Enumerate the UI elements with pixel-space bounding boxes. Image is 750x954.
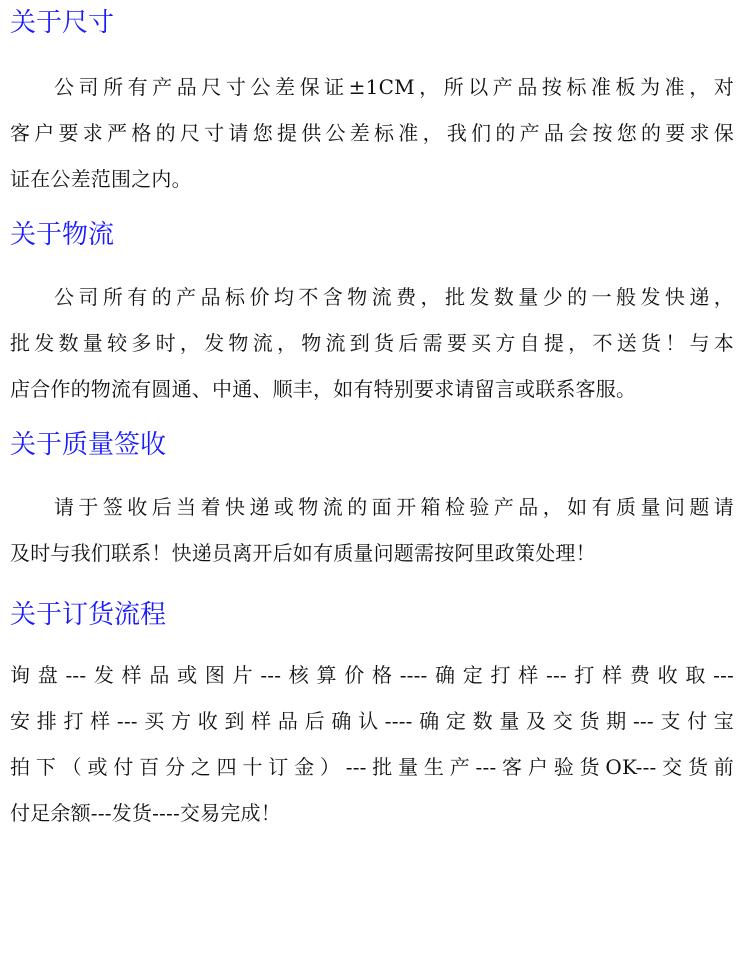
section-body-quality-signoff xyxy=(10,484,734,576)
section-body-logistics xyxy=(10,274,734,412)
text-line: 客户要求严格的尺寸请您提供公差标准，我们的产品会按您的要求保 xyxy=(10,121,734,145)
section-title-quality-signoff: 关于质量签收 xyxy=(10,430,167,460)
text-line: 请于签收后当着快递或物流的面开箱检验产品，如有质量问题请 xyxy=(54,495,734,519)
section-title-logistics: 关于物流 xyxy=(10,220,115,250)
text-line: 安排打样---买方收到样品后确认----确定数量及交货期---支付宝 xyxy=(10,709,734,733)
text-line: 证在公差范围之内。 xyxy=(10,167,192,191)
text-line: 付足余额---发货----交易完成！ xyxy=(10,801,281,825)
text-line: 及时与我们联系！快递员离开后如有质量问题需按阿里政策处理！ xyxy=(10,541,596,565)
section-title-size: 关于尺寸 xyxy=(10,8,115,38)
section-title-order-process: 关于订货流程 xyxy=(10,600,167,630)
text-line: 公司所有产品尺寸公差保证±1CM，所以产品按标准板为准，对 xyxy=(54,75,734,99)
text-line: 公司所有的产品标价均不含物流费，批发数量少的一般发快递， xyxy=(54,285,734,309)
section-body-size xyxy=(10,64,734,202)
section-body-order-process xyxy=(10,652,734,836)
text-line: 询盘---发样品或图片---核算价格----确定打样---打样费收取--- xyxy=(10,663,734,687)
text-line: 拍下（或付百分之四十订金）---批量生产---客户验货OK---交货前 xyxy=(10,755,734,779)
text-line: 店合作的物流有圆通、中通、顺丰，如有特别要求请留言或联系客服。 xyxy=(10,377,637,401)
text-line: 批发数量较多时，发物流，物流到货后需要买方自提，不送货！与本 xyxy=(10,331,734,355)
